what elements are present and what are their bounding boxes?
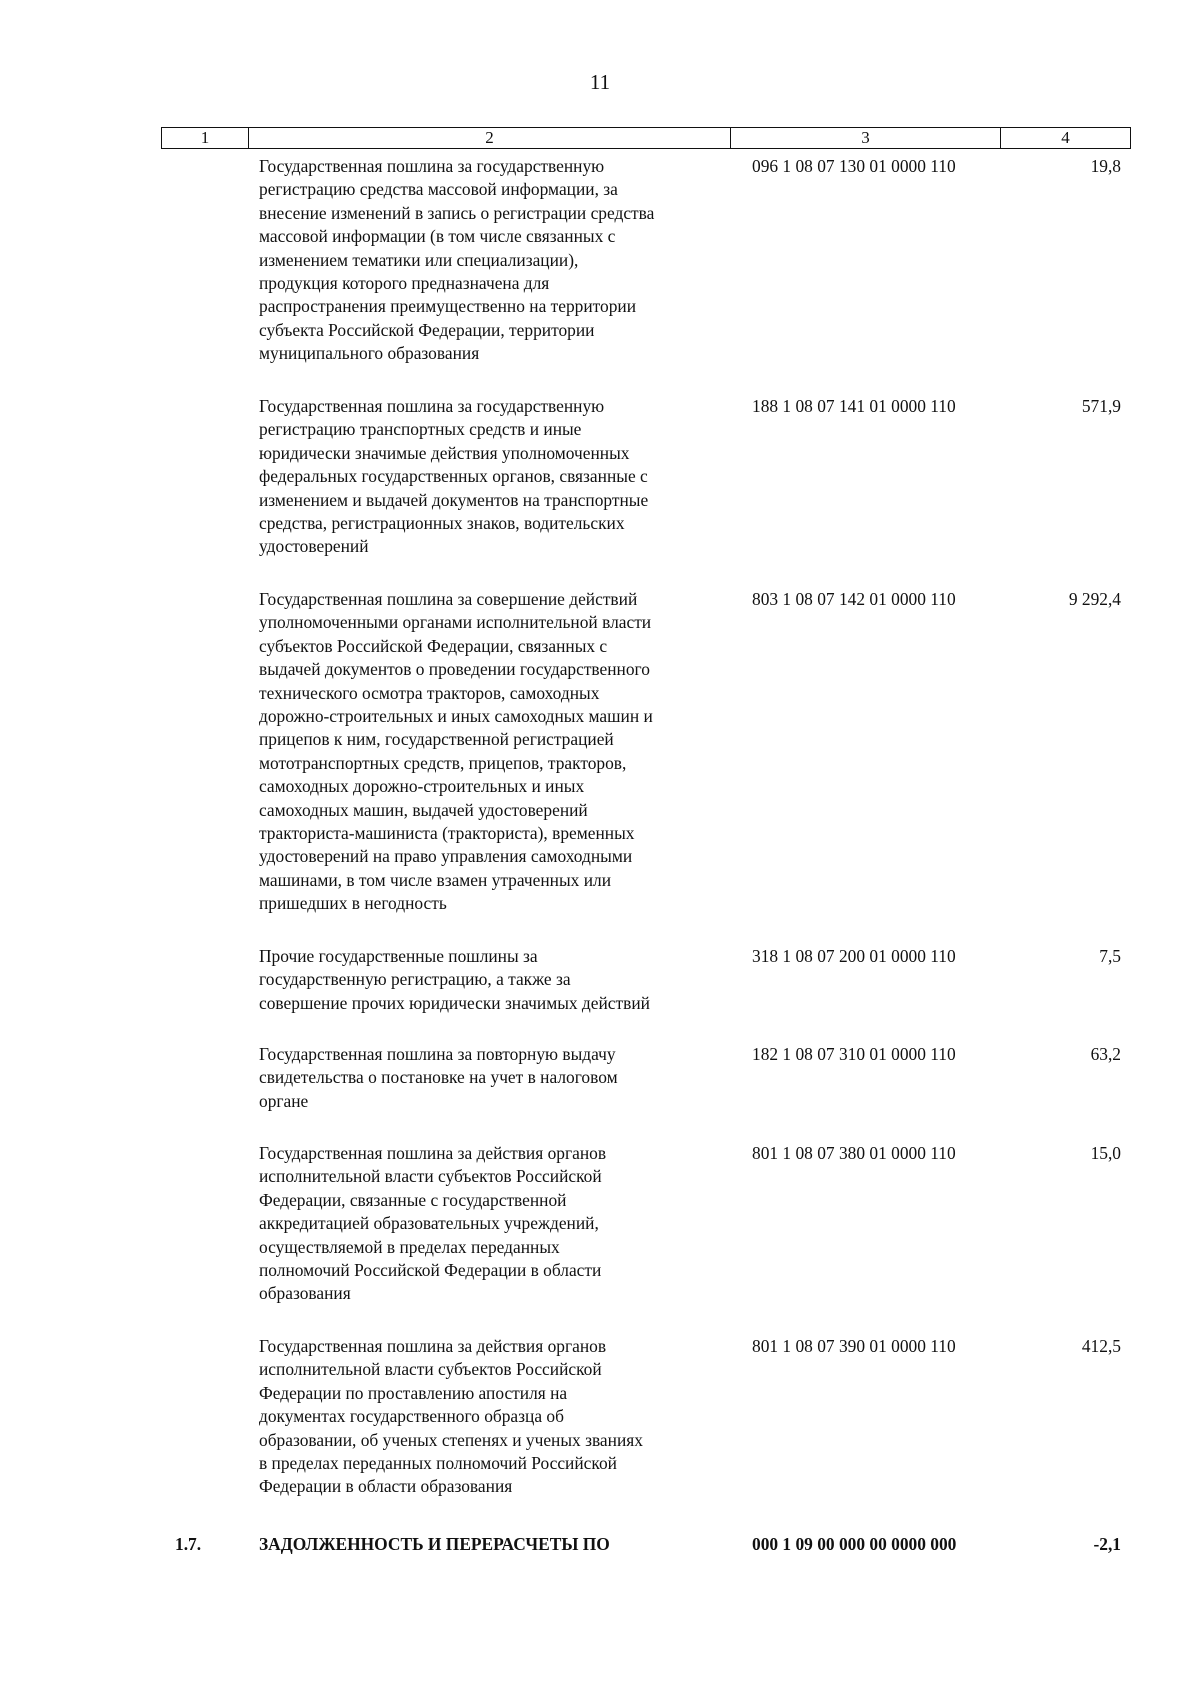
row-code: 182 1 08 07 310 01 0000 110 — [752, 1044, 956, 1064]
row-name-line: распространения преимущественно на территории — [259, 296, 637, 317]
row-code: 801 1 08 07 390 01 0000 110 — [752, 1336, 956, 1356]
row-name-line: регистрацию транспортных средств и иные — [259, 419, 582, 440]
row-name-line: Федерации в области образования — [259, 1476, 513, 1497]
row-name — [259, 588, 727, 916]
row-name-line: массовой информации (в том числе связанных с — [259, 226, 616, 247]
row-amount: 15,0 — [1090, 1143, 1121, 1163]
row-name-line: самоходных машин, выдачей удостоверений — [259, 799, 588, 820]
row-name-line: образования — [259, 1283, 351, 1304]
table-header-col-4: 4 — [1061, 128, 1070, 147]
row-amount: 7,5 — [1099, 946, 1121, 966]
row-name-line: прицепов к ним, государственной регистрацией — [259, 729, 614, 750]
row-number: 1.7. — [175, 1534, 202, 1554]
row-name-line: продукция которого предназначена для — [259, 273, 550, 294]
row-name-line: совершение прочих юридически значимых действий — [259, 992, 650, 1013]
row-name-line: пришедших в негодность — [259, 893, 447, 914]
row-amount: 9 292,4 — [1068, 589, 1121, 609]
page-number: 11 — [589, 70, 611, 94]
row-name — [259, 1335, 727, 1499]
row-name-line: Государственная пошлина за повторную выдачу — [259, 1044, 616, 1064]
row-code: 318 1 08 07 200 01 0000 110 — [752, 946, 956, 966]
row-name-line: тракториста-машиниста (тракториста), временных — [259, 823, 635, 844]
row-name-line: федеральных государственных органов, связанные с — [259, 466, 648, 487]
row-name-line: исполнительной власти субъектов Российской — [259, 1166, 602, 1187]
row-name-line: выдачей документов о проведении государственного — [259, 659, 650, 680]
row-name-line: уполномоченными органами исполнительной власти — [259, 612, 652, 633]
row-name-line: юридически значимые действия уполномоченных — [259, 442, 630, 463]
row-name-line: Государственная пошлина за действия органов — [259, 1143, 607, 1163]
row-name — [259, 945, 727, 1015]
row-name-line: полномочий Российской Федерации в области — [259, 1260, 602, 1281]
row-amount: 571,9 — [1081, 396, 1121, 416]
row-name-line: ЗАДОЛЖЕННОСТЬ И ПЕРЕРАСЧЕТЫ ПО — [259, 1534, 610, 1554]
row-name-line: органе — [259, 1090, 309, 1111]
row-name-line: удостоверений на право управления самоходными — [259, 846, 633, 867]
row-name-line: исполнительной власти субъектов Российской — [259, 1359, 602, 1380]
row-name-line: Государственная пошлина за государственную — [259, 156, 605, 176]
table-header-col-3: 3 — [731, 128, 1001, 148]
row-name-line: удостоверений — [259, 536, 369, 557]
table-header-row — [161, 127, 1131, 149]
row-name-line: Государственная пошлина за государственную — [259, 396, 605, 416]
row-code: 188 1 08 07 141 01 0000 110 — [752, 396, 956, 416]
row-amount: 63,2 — [1090, 1044, 1121, 1064]
row-amount: 19,8 — [1090, 156, 1121, 176]
row-name-line: субъектов Российской Федерации, связанных с — [259, 635, 608, 656]
row-name-line: изменением тематики или специализации), — [259, 249, 579, 270]
row-name-line: регистрацию средства массовой информации, за — [259, 179, 618, 200]
row-name-line: средства, регистрационных знаков, водительских — [259, 513, 625, 534]
row-name-line: Федерации, связанные с государственной — [259, 1189, 567, 1210]
row-name-line: документах государственного образца об — [259, 1406, 564, 1427]
row-name-line: дорожно-строительных и иных самоходных машин и — [259, 706, 653, 727]
table-header-col-1: 1 — [162, 128, 249, 148]
row-name-line: мототранспортных средств, прицепов, тракторов, — [259, 752, 627, 773]
row-name-line: Государственная пошлина за совершение действий — [259, 589, 638, 609]
row-code: 000 1 09 00 000 00 0000 000 — [752, 1534, 957, 1554]
row-name-line: Государственная пошлина за действия органов — [259, 1336, 607, 1356]
row-name — [259, 395, 727, 559]
row-name-line: технического осмотра тракторов, самоходных — [259, 682, 600, 703]
row-name — [259, 155, 727, 366]
row-name — [259, 1142, 727, 1306]
row-amount: -2,1 — [1093, 1534, 1121, 1554]
row-name-line: изменением и выдачей документов на транспортные — [259, 489, 649, 510]
row-code: 803 1 08 07 142 01 0000 110 — [752, 589, 956, 609]
row-name-line: осуществляемой в пределах переданных — [259, 1236, 560, 1257]
row-name-line: в пределах переданных полномочий Российской — [259, 1453, 617, 1474]
row-name-line: муниципального образования — [259, 343, 480, 364]
row-name-line: субъекта Российской Федерации, территории — [259, 319, 595, 340]
row-code: 801 1 08 07 380 01 0000 110 — [752, 1143, 956, 1163]
row-name-line: самоходных дорожно-строительных и иных — [259, 776, 585, 797]
row-name — [259, 1533, 727, 1556]
row-name-line: внесение изменений в запись о регистрации средства — [259, 202, 655, 223]
row-name — [259, 1043, 727, 1113]
row-name-line: Федерации по проставлению апостиля на — [259, 1382, 568, 1403]
row-name-line: машинами, в том числе взамен утраченных или — [259, 869, 611, 890]
row-name-line: Прочие государственные пошлины за — [259, 946, 538, 966]
row-amount: 412,5 — [1081, 1336, 1121, 1356]
table-header-col-2: 2 — [249, 128, 731, 148]
row-code: 096 1 08 07 130 01 0000 110 — [752, 156, 956, 176]
row-name-line: государственную регистрацию, а также за — [259, 969, 571, 990]
row-name-line: свидетельства о постановке на учет в налоговом — [259, 1067, 618, 1088]
row-name-line: аккредитацией образовательных учреждений, — [259, 1213, 599, 1234]
row-name-line: образовании, об ученых степенях и ученых званиях — [259, 1429, 643, 1450]
